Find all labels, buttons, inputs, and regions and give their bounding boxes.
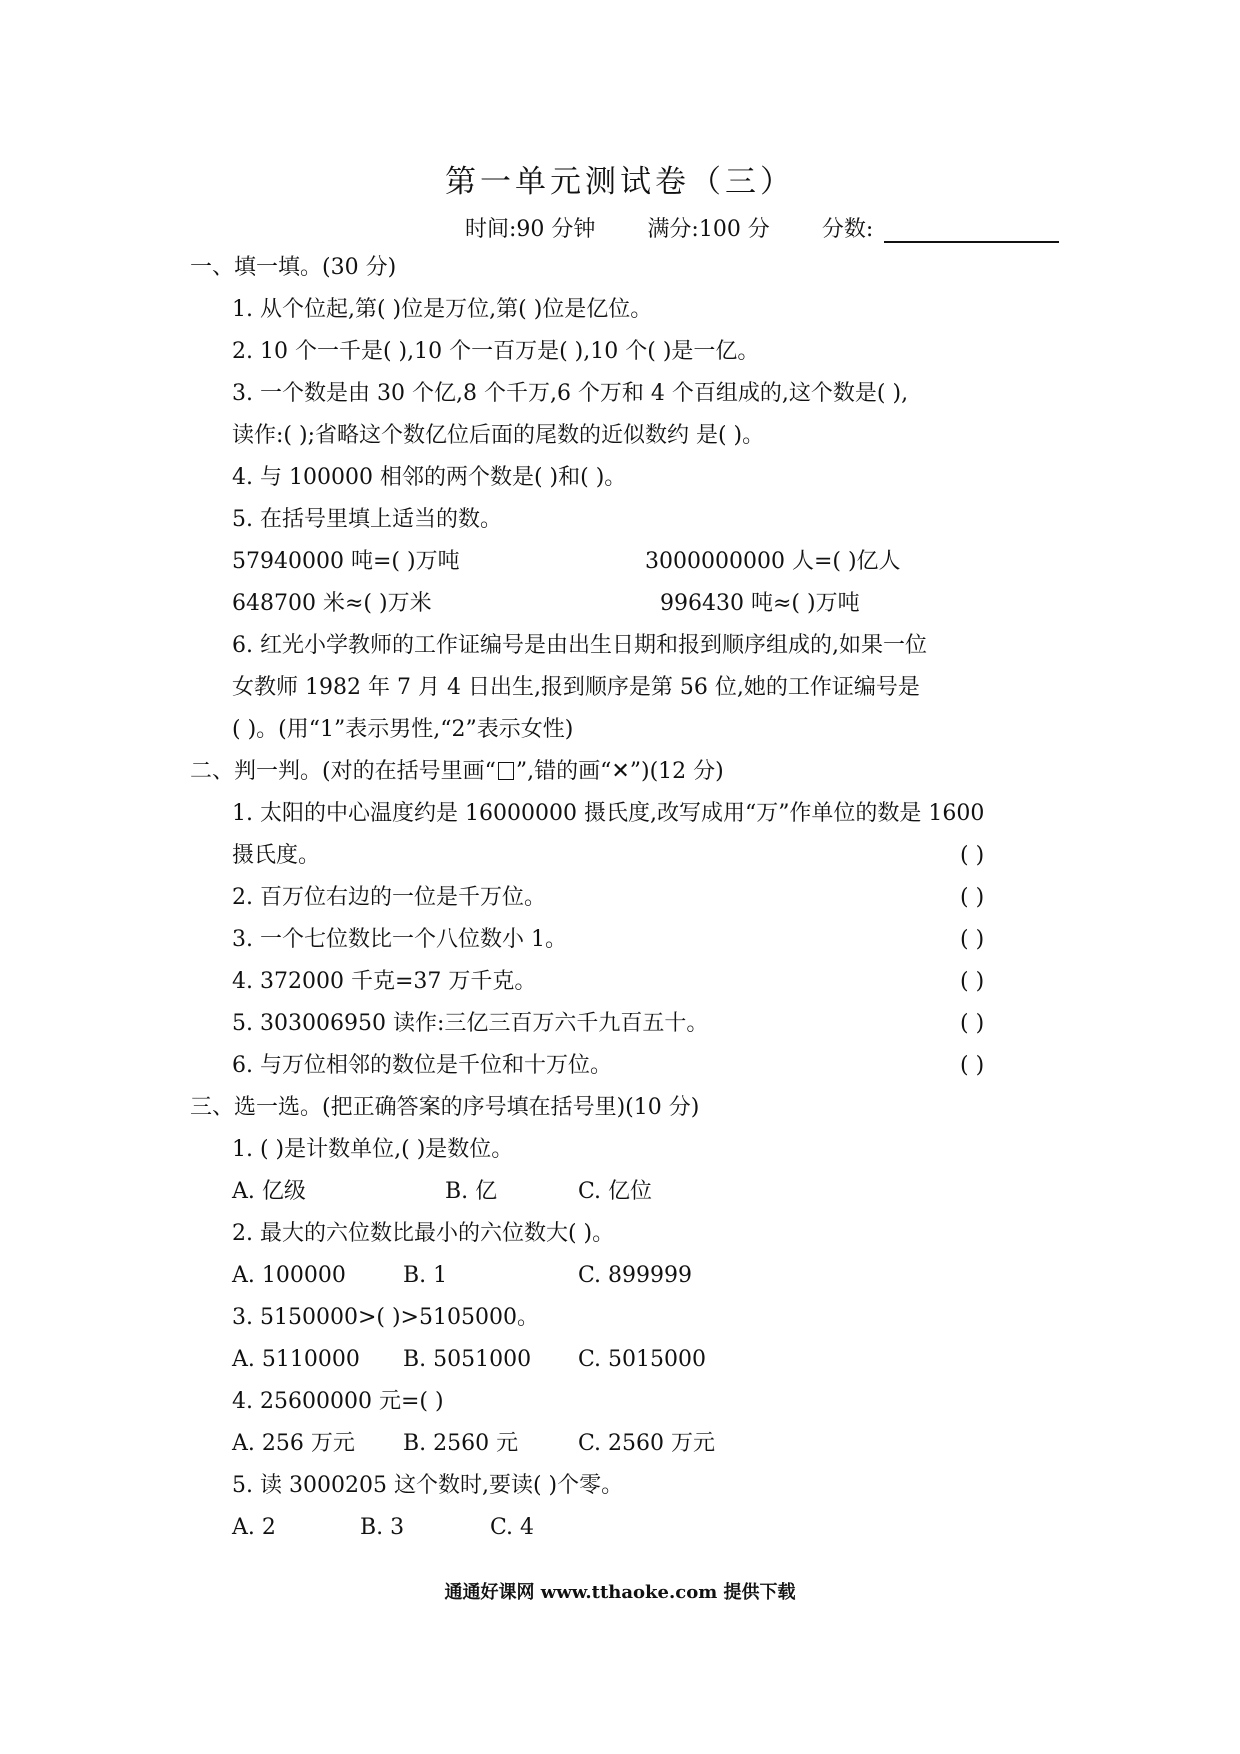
s2-q1-answer-paren[interactable]: ( ) (960, 843, 985, 868)
s3-q2-option-a[interactable]: A. 100000 (232, 1263, 346, 1288)
s3-q5-option-b[interactable]: B. 3 (360, 1515, 405, 1540)
s2-question-4: 4. 372000 千克=37 万千克。 (232, 969, 537, 994)
section-2-header (190, 757, 724, 787)
section-2-header-a: 二、判一判。(对的在括号里画“ (190, 759, 496, 784)
s2-question-1: 1. 太阳的中心温度约是 16000000 摄氏度,改写成用“万”作单位的数是 1600 (232, 801, 985, 826)
s1-q5-item-c: 648700 米≈( )万米 (232, 591, 432, 616)
s2-q2-answer-paren[interactable]: ( ) (960, 885, 985, 910)
s3-q4-option-c[interactable]: C. 2560 万元 (578, 1431, 716, 1456)
s1-question-6-cont: 女教师 1982 年 7 月 4 日出生,报到顺序是第 56 位,她的工作证编号是 (232, 675, 920, 700)
s3-q3-option-c[interactable]: C. 5015000 (578, 1347, 707, 1372)
score-label: 分数: (821, 217, 874, 242)
checkbox-glyph-icon (498, 762, 514, 780)
s3-q1-option-b[interactable]: B. 亿 (445, 1179, 498, 1204)
s1-question-6-answer: ( )。(用“1”表示男性,“2”表示女性) (232, 717, 574, 742)
time-limit: 时间:90 分钟 (465, 217, 596, 242)
s3-question-3: 3. 5150000>( )>5105000。 (232, 1305, 539, 1330)
s3-question-4: 4. 25600000 元=( ) (232, 1389, 444, 1414)
s2-q6-answer-paren[interactable]: ( ) (960, 1053, 985, 1078)
s2-question-6: 6. 与万位相邻的数位是千位和十万位。 (232, 1053, 612, 1078)
s2-question-3: 3. 一个七位数比一个八位数小 1。 (232, 927, 567, 952)
s3-q4-option-a[interactable]: A. 256 万元 (232, 1431, 355, 1456)
s3-question-5: 5. 读 3000205 这个数时,要读( )个零。 (232, 1473, 624, 1498)
s2-question-5: 5. 303006950 读作:三亿三百万六千九百五十。 (232, 1011, 709, 1036)
s1-question-3-cont: 读作:( );省略这个数亿位后面的尾数的近似数约 是( )。 (232, 423, 765, 448)
exam-meta (465, 212, 1059, 243)
s2-q4-answer-paren[interactable]: ( ) (960, 969, 985, 994)
s1-q5-item-d: 996430 吨≈( )万吨 (660, 591, 860, 616)
s2-q5-answer-paren[interactable]: ( ) (960, 1011, 985, 1036)
s2-question-1-cont: 摄氏度。 (232, 843, 321, 868)
s3-q4-option-b[interactable]: B. 2560 元 (403, 1431, 519, 1456)
s3-q3-option-b[interactable]: B. 5051000 (403, 1347, 532, 1372)
s3-q3-option-a[interactable]: A. 5110000 (232, 1347, 360, 1372)
section-2-header-b: ”,错的画“✕”)(12 分) (515, 759, 724, 784)
s1-q5-item-a: 57940000 吨=( )万吨 (232, 549, 460, 574)
full-marks: 满分:100 分 (647, 217, 770, 242)
s1-question-1: 1. 从个位起,第( )位是万位,第( )位是亿位。 (232, 297, 653, 322)
s3-q1-option-a[interactable]: A. 亿级 (232, 1179, 306, 1204)
s3-q2-option-c[interactable]: C. 899999 (578, 1263, 693, 1288)
s1-question-6: 6. 红光小学教师的工作证编号是由出生日期和报到顺序组成的,如果一位 (232, 633, 927, 658)
s2-q3-answer-paren[interactable]: ( ) (960, 927, 985, 952)
s3-q2-option-b[interactable]: B. 1 (403, 1263, 448, 1288)
s1-question-5: 5. 在括号里填上适当的数。 (232, 507, 502, 532)
s1-question-2: 2. 10 个一千是( ),10 个一百万是( ),10 个( )是一亿。 (232, 339, 760, 364)
score-blank-line[interactable] (884, 219, 1059, 243)
s2-question-2: 2. 百万位右边的一位是千万位。 (232, 885, 546, 910)
s3-q5-option-c[interactable]: C. 4 (490, 1515, 535, 1540)
s1-question-4: 4. 与 100000 相邻的两个数是( )和( )。 (232, 465, 627, 490)
s1-q5-item-b: 3000000000 人=( )亿人 (645, 549, 901, 574)
s3-q5-option-a[interactable]: A. 2 (232, 1515, 276, 1540)
s3-question-1: 1. ( )是计数单位,( )是数位。 (232, 1137, 514, 1162)
s3-q1-option-c[interactable]: C. 亿位 (578, 1179, 653, 1204)
footer-download-note: 通通好课网 www.tthaoke.com 提供下载 (444, 1582, 796, 1603)
s3-question-2: 2. 最大的六位数比最小的六位数大( )。 (232, 1221, 615, 1246)
section-1-header: 一、填一填。(30 分) (190, 255, 397, 280)
s1-question-3: 3. 一个数是由 30 个亿,8 个千万,6 个万和 4 个百组成的,这个数是( ), (232, 381, 909, 406)
section-3-header: 三、选一选。(把正确答案的序号填在括号里)(10 分) (190, 1095, 700, 1120)
page-title: 第一单元测试卷（三） (445, 164, 795, 200)
